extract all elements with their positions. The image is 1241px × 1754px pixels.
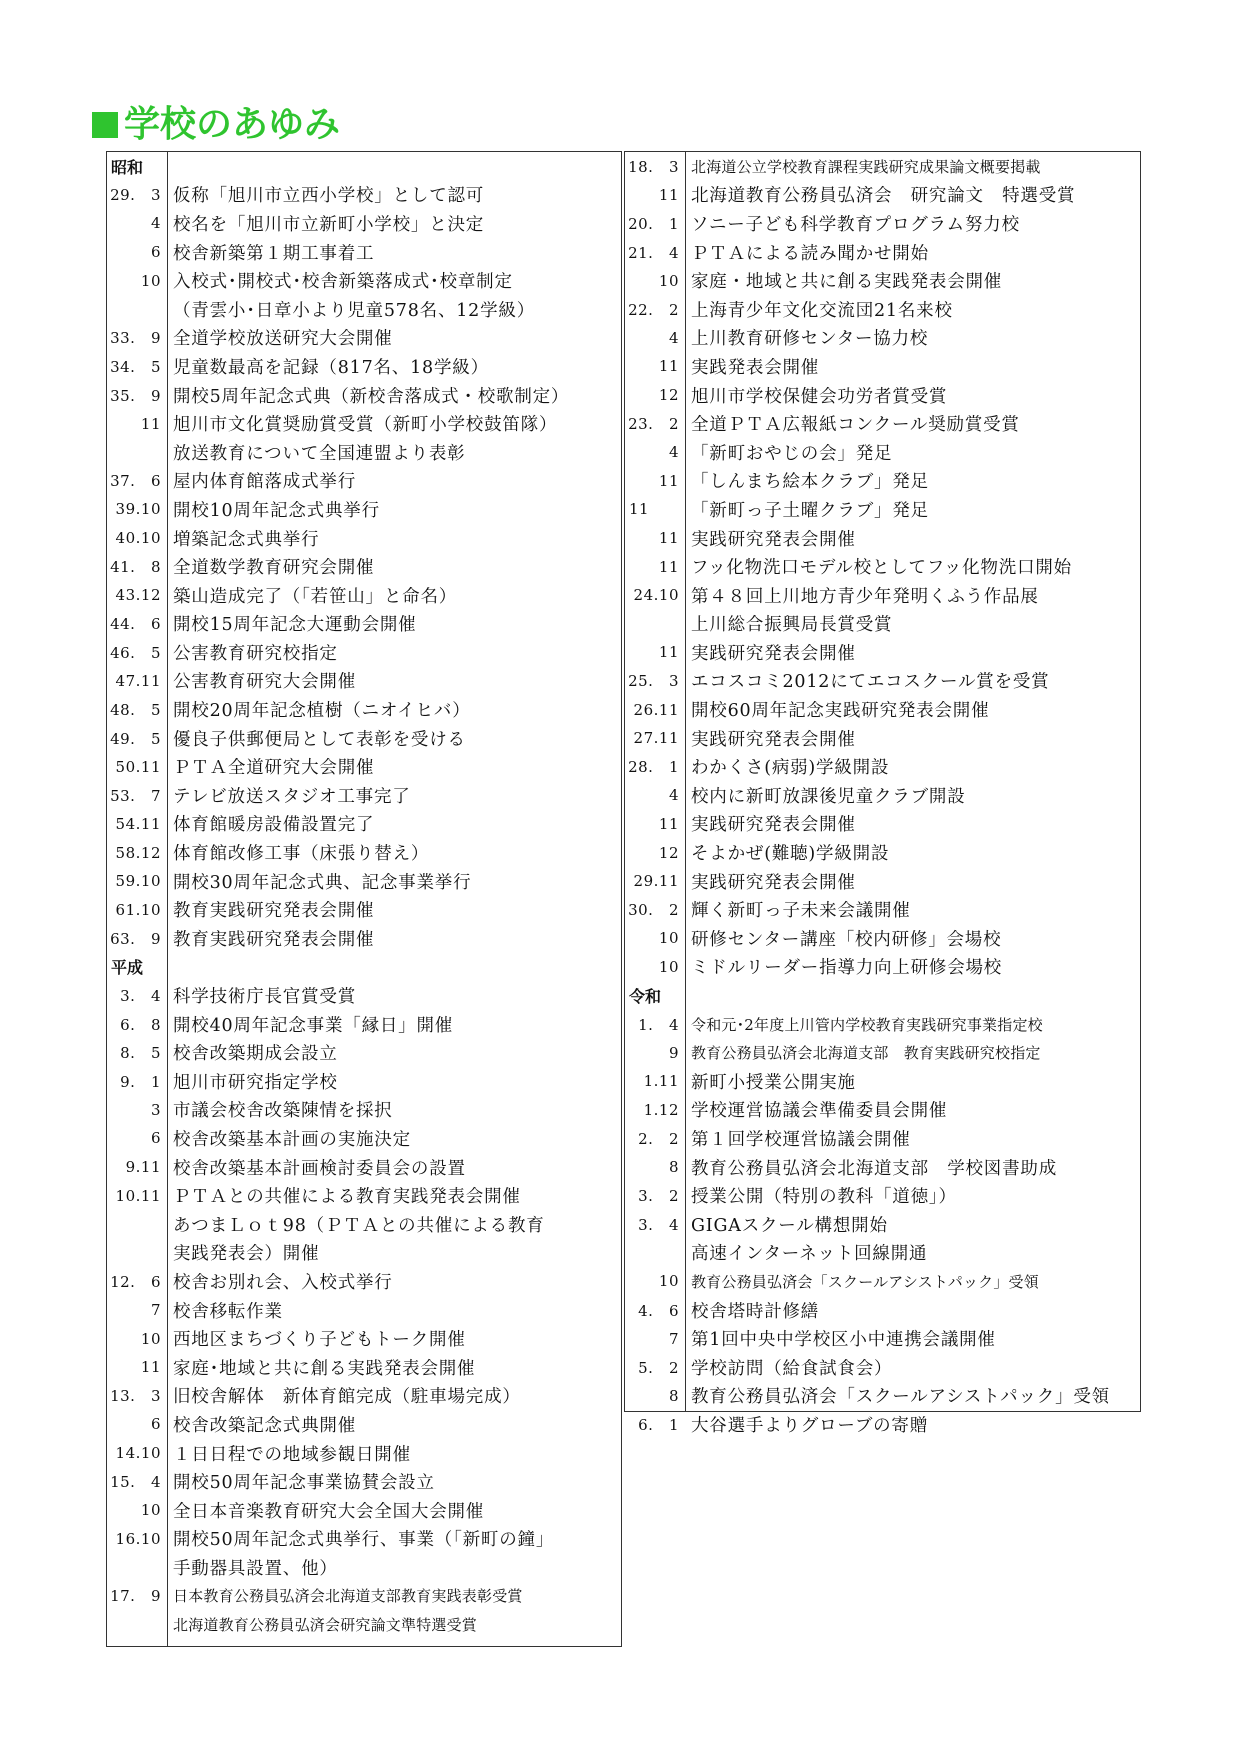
history-row (107, 524, 621, 553)
history-date: 11 (658, 529, 679, 548)
history-row (625, 581, 1140, 610)
history-event: 旭川市研究指定学校 (173, 1072, 338, 1093)
history-event: 入校式･開校式･校舎新築落成式･校章制定 (173, 272, 513, 293)
history-row (107, 1010, 621, 1039)
history-event: 旧校舎解体 新体育館完成（駐車場完成） (173, 1387, 521, 1408)
history-date: 43.12 (115, 586, 161, 605)
history-row (107, 1553, 621, 1582)
history-event: 校舎お別れ会、入校式挙行 (173, 1272, 393, 1293)
history-row (625, 810, 1140, 839)
history-event: 教育公務員弘済会「スクールアシストパック」受領 (691, 1387, 1110, 1408)
history-event: 築山造成完了（「若笹山」と命名） (173, 586, 458, 607)
history-row (625, 324, 1140, 353)
history-event: ソニー子ども科学教育プログラム努力校 (691, 214, 1020, 235)
history-date: 3. 4 (120, 987, 161, 1006)
history-date: 24.10 (633, 586, 679, 605)
history-event: 優良子供郵便局として表彰を受ける (173, 729, 466, 750)
history-row (625, 438, 1140, 467)
history-event: 輝く新町っ子未来会議開催 (691, 901, 911, 922)
history-row (625, 266, 1140, 295)
history-date: 11 (140, 414, 161, 433)
history-event: 校舎改築基本計画の実施決定 (173, 1129, 411, 1150)
history-date: 10.11 (115, 1186, 161, 1205)
history-event: 第４８回上川地方青少年発明くふう作品展 (691, 586, 1039, 607)
history-row (107, 552, 621, 581)
history-date: 54.11 (115, 814, 161, 833)
history-row (625, 667, 1140, 696)
history-row (625, 552, 1140, 581)
history-date: 10 (140, 1501, 161, 1520)
history-row (625, 1267, 1140, 1296)
history-event: 上海青少年文化交流団21名来校 (691, 300, 953, 321)
history-row (107, 667, 621, 696)
history-event: 実践研究発表会開催 (691, 872, 856, 893)
history-event: 新町小授業公開実施 (691, 1072, 856, 1093)
history-event: あつまＬｏｔ98（ＰＴＡとの共催による教育 (173, 1215, 545, 1236)
history-row (625, 209, 1140, 238)
history-event: 教育公務員弘済会北海道支部 教育実践研究校指定 (691, 1044, 1041, 1063)
history-row (625, 495, 1140, 524)
history-date: 9. 1 (120, 1072, 161, 1091)
history-event: 北海道教育公務員弘済会 研究論文 特選受賞 (691, 186, 1076, 207)
history-row (625, 295, 1140, 324)
history-date: 10 (658, 929, 679, 948)
history-row (107, 981, 621, 1010)
history-event: （青雲小･日章小より児童578名、12学級） (173, 300, 536, 321)
history-date: 47.11 (115, 671, 161, 690)
history-date: 6 (150, 1129, 161, 1148)
history-date: 53. 7 (110, 786, 161, 805)
history-date: 7 (668, 1329, 679, 1348)
history-row (625, 1353, 1140, 1382)
history-row (107, 1439, 621, 1468)
history-event: 校舎移転作業 (173, 1301, 283, 1322)
history-date: 37. 6 (110, 472, 161, 491)
history-date: 9.11 (125, 1158, 161, 1177)
history-event: 令和元･2年度上川管内学校教育実践研究事業指定校 (691, 1015, 1043, 1034)
history-date: 6. 1 (638, 1415, 679, 1434)
history-date: 11 (658, 557, 679, 576)
history-date: 13. 3 (110, 1387, 161, 1406)
history-date: 30. 2 (628, 901, 679, 920)
history-row (107, 1239, 621, 1268)
history-date: 35. 9 (110, 386, 161, 405)
history-row (107, 610, 621, 639)
history-event: 全道ＰＴＡ広報紙コンクール奨励賞受賞 (691, 415, 1020, 436)
history-row (625, 1239, 1140, 1268)
history-row (625, 1181, 1140, 1210)
history-date: 14.10 (115, 1444, 161, 1463)
history-date: 17. 9 (110, 1587, 161, 1606)
history-row (107, 1467, 621, 1496)
history-date: 11 (658, 814, 679, 833)
history-event: 家庭･地域と共に創る実践発表会開催 (173, 1358, 476, 1379)
history-event: 校名を「旭川市立新町小学校」と決定 (173, 214, 485, 235)
history-row (107, 266, 621, 295)
history-row (625, 524, 1140, 553)
era-heading: 平成 (111, 958, 144, 978)
history-event: 実践研究発表会開催 (691, 643, 856, 664)
history-event: 教育公務員弘済会北海道支部 学校図書助成 (691, 1158, 1057, 1179)
history-date: 33. 9 (110, 329, 161, 348)
history-date: 15. 4 (110, 1473, 161, 1492)
history-event: 開校5周年記念式典（新校舎落成式・校歌制定） (173, 386, 570, 407)
history-date: 10 (658, 1272, 679, 1291)
history-row (107, 1525, 621, 1554)
history-date: 4 (668, 328, 679, 347)
history-date: 61.10 (115, 900, 161, 919)
history-event: 市議会校舎改築陳情を採択 (173, 1101, 393, 1122)
history-date: 12 (658, 386, 679, 405)
history-event: 旭川市学校保健会功労者賞受賞 (691, 386, 948, 407)
history-date: 10 (658, 957, 679, 976)
history-event: そよかぜ(難聴)学級開設 (691, 844, 890, 865)
history-row (107, 209, 621, 238)
history-event: 科学技術庁長官賞受賞 (173, 987, 356, 1008)
history-event: 実践発表会開催 (691, 357, 820, 378)
history-row (625, 924, 1140, 953)
history-date: 1.12 (643, 1100, 679, 1119)
history-row (625, 1010, 1140, 1039)
history-row (625, 152, 1140, 181)
history-row (107, 1124, 621, 1153)
history-event: わかくさ(病弱)学級開設 (691, 758, 890, 779)
history-row (625, 895, 1140, 924)
history-event: 「しんまち絵本クラブ」発足 (691, 472, 929, 493)
history-date: 58.12 (115, 843, 161, 862)
history-event: 上川教育研修センター協力校 (691, 329, 929, 350)
history-row (625, 1324, 1140, 1353)
history-date: 3. 4 (638, 1215, 679, 1234)
history-row (107, 324, 621, 353)
history-event: ミドルリーダー指導力向上研修会場校 (691, 958, 1003, 979)
history-row (107, 924, 621, 953)
history-date: 7 (150, 1301, 161, 1320)
history-date: 59.10 (115, 872, 161, 891)
history-date: 11 (629, 500, 650, 519)
history-row (107, 1582, 621, 1611)
history-date: 9 (668, 1043, 679, 1062)
history-event: 校舎新築第１期工事着工 (173, 243, 375, 264)
history-date: 8. 5 (120, 1044, 161, 1063)
era-heading: 令和 (629, 987, 662, 1007)
history-row (107, 752, 621, 781)
history-row (107, 1324, 621, 1353)
history-row (625, 1067, 1140, 1096)
history-date: 25. 3 (628, 672, 679, 691)
history-row (625, 381, 1140, 410)
history-event: フッ化物洗口モデル校としてフッ化物洗口開始 (691, 558, 1072, 579)
history-event: GIGAスクール構想開始 (691, 1215, 888, 1236)
history-event: 開校40周年記念事業「縁日」開催 (173, 1015, 454, 1036)
history-event: 手動器具設置、他） (173, 1558, 338, 1579)
history-date: 26.11 (633, 700, 679, 719)
history-event: 仮称「旭川市立西小学校」として認可 (173, 186, 485, 207)
history-row (107, 724, 621, 753)
history-event: 体育館改修工事（床張り替え） (173, 844, 430, 865)
history-row (625, 752, 1140, 781)
history-row (107, 352, 621, 381)
history-event: 増築記念式典挙行 (173, 529, 320, 550)
history-event: 実践発表会）開催 (173, 1244, 320, 1265)
history-date: 27.11 (633, 729, 679, 748)
history-date: 63. 9 (110, 929, 161, 948)
history-event: 校舎改築期成会設立 (173, 1044, 338, 1065)
history-row (107, 1382, 621, 1411)
history-event: 開校20周年記念植樹（ニオイヒバ） (173, 701, 471, 722)
history-row (625, 1382, 1140, 1411)
history-date: 50.11 (115, 757, 161, 776)
history-row (625, 867, 1140, 896)
history-column-left (106, 151, 622, 1647)
history-row (107, 781, 621, 810)
history-row (107, 695, 621, 724)
history-row (107, 1410, 621, 1439)
history-row (625, 1153, 1140, 1182)
history-event: 校内に新町放課後児童クラブ開設 (691, 786, 966, 807)
history-row (107, 181, 621, 210)
history-row (107, 295, 621, 324)
history-date: 11 (658, 643, 679, 662)
history-event: 学校訪問（給食試食会） (691, 1358, 893, 1379)
history-row (625, 409, 1140, 438)
history-event: 開校10周年記念式典挙行 (173, 500, 380, 521)
history-event: 上川総合振興局長賞受賞 (691, 615, 893, 636)
history-date: 6 (150, 243, 161, 262)
history-date: 21. 4 (628, 243, 679, 262)
history-event: 実践研究発表会開催 (691, 729, 856, 750)
history-date: 18. 3 (628, 157, 679, 176)
history-date: 44. 6 (110, 615, 161, 634)
history-event: 第１回学校運営協議会開催 (691, 1129, 911, 1150)
history-event: 屋内体育館落成式挙行 (173, 472, 356, 493)
history-row (107, 409, 621, 438)
history-date: 2. 2 (638, 1129, 679, 1148)
history-date: 4 (668, 786, 679, 805)
history-event: 児童数最高を記録（817名、18学級） (173, 357, 489, 378)
history-row (625, 1410, 1140, 1439)
history-event: ＰＴＡとの共催による教育実践発表会開催 (173, 1187, 521, 1208)
history-date: 12. 6 (110, 1272, 161, 1291)
history-event: 研修センター講座「校内研修」会場校 (691, 929, 1002, 950)
history-row (107, 810, 621, 839)
history-row (107, 1610, 621, 1639)
history-row (107, 1296, 621, 1325)
history-event: 体育館暖房設備設置完了 (173, 815, 375, 836)
page-title (92, 100, 340, 150)
history-date: 41. 8 (110, 558, 161, 577)
history-row (625, 695, 1140, 724)
history-row (107, 495, 621, 524)
history-row (107, 1353, 621, 1382)
history-event: ＰＴＡ全道研究大会開催 (173, 758, 375, 779)
history-event: エコスコミ2012にてエコスクール賞を受賞 (691, 672, 1050, 693)
history-event: ＰＴＡによる読み聞かせ開始 (691, 243, 929, 264)
history-event: 開校50周年記念事業協賛会設立 (173, 1473, 435, 1494)
history-row (107, 381, 621, 410)
history-row (107, 467, 621, 496)
history-event: 全日本音楽教育研究大会全国大会開催 (173, 1501, 485, 1522)
history-row (107, 1038, 621, 1067)
history-row (107, 1067, 621, 1096)
history-event: 開校50周年記念式典挙行、事業（「新町の鐘」 (173, 1530, 555, 1551)
history-date: 28. 1 (628, 758, 679, 777)
history-date: 11 (658, 185, 679, 204)
history-event: 公害教育研究大会開催 (173, 672, 356, 693)
history-event: 教育実践研究発表会開催 (173, 901, 375, 922)
history-date: 10 (140, 271, 161, 290)
history-row (625, 638, 1140, 667)
history-event: 全道数学教育研究会開催 (173, 558, 375, 579)
history-row (107, 1267, 621, 1296)
history-date: 10 (140, 1329, 161, 1348)
history-row (625, 781, 1140, 810)
history-date: 12 (658, 843, 679, 862)
history-row (107, 1210, 621, 1239)
history-row (625, 1296, 1140, 1325)
history-date: 6. 8 (120, 1015, 161, 1034)
history-row (625, 838, 1140, 867)
history-row (625, 352, 1140, 381)
history-row (107, 1153, 621, 1182)
history-date: 3. 2 (638, 1187, 679, 1206)
history-date: 6 (150, 1415, 161, 1434)
history-event: 大谷選手よりグローブの寄贈 (691, 1415, 929, 1436)
history-row (107, 438, 621, 467)
history-event: 高速インターネット回線開通 (691, 1244, 928, 1265)
history-event: 校舎塔時計修繕 (691, 1301, 820, 1322)
history-date: 4 (668, 443, 679, 462)
page-title-text: 学校のあゆみ (124, 104, 341, 145)
history-event: 開校15周年記念大運動会開催 (173, 615, 417, 636)
history-column-right (624, 151, 1141, 1436)
history-event: 第1回中央中学校区小中連携会議開催 (691, 1330, 996, 1351)
history-date: 20. 1 (628, 214, 679, 233)
history-date: 16.10 (115, 1529, 161, 1548)
history-date: 22. 2 (628, 300, 679, 319)
history-event: 旭川市文化賞奨励賞受賞（新町小学校鼓笛隊） (173, 415, 558, 436)
history-date: 34. 5 (110, 357, 161, 376)
history-row (107, 638, 621, 667)
history-date: 11 (658, 471, 679, 490)
history-date: 8 (668, 1386, 679, 1405)
history-date: 8 (668, 1158, 679, 1177)
history-date: 23. 2 (628, 415, 679, 434)
history-date: 39.10 (115, 500, 161, 519)
history-row (107, 1181, 621, 1210)
history-row (107, 238, 621, 267)
history-date: 49. 5 (110, 729, 161, 748)
history-event: 「新町おやじの会」発足 (691, 443, 893, 464)
history-event: 開校60周年記念実践研究発表会開催 (691, 701, 990, 722)
history-event: 教育公務員弘済会「スクールアシストパック」受領 (691, 1272, 1039, 1291)
history-event: 北海道教育公務員弘済会研究論文準特選受賞 (173, 1616, 478, 1635)
history-date: 1.11 (643, 1072, 679, 1091)
history-event: 放送教育について全国連盟より表彰 (173, 443, 466, 464)
history-row (625, 1210, 1140, 1239)
history-event: 実践研究発表会開催 (691, 815, 856, 836)
history-row (107, 895, 621, 924)
history-date: 11 (140, 1358, 161, 1377)
history-event: 学校運営協議会準備委員会開催 (691, 1101, 948, 1122)
era-heading: 昭和 (111, 157, 144, 177)
history-row (107, 1096, 621, 1125)
history-date: 29.11 (633, 872, 679, 891)
green-square-icon (92, 112, 118, 138)
history-date: 10 (658, 271, 679, 290)
history-row (625, 238, 1140, 267)
history-event: 日本教育公務員弘済会北海道支部教育実践表彰受賞 (173, 1587, 523, 1606)
history-date: 46. 5 (110, 643, 161, 662)
history-row (107, 581, 621, 610)
history-row (625, 1096, 1140, 1125)
history-row (107, 1496, 621, 1525)
history-event: 開校30周年記念式典、記念事業挙行 (173, 872, 472, 893)
history-row (625, 953, 1140, 982)
history-event: 公害教育研究校指定 (173, 643, 338, 664)
history-row (107, 838, 621, 867)
history-event: 家庭・地域と共に創る実践発表会開催 (691, 272, 1003, 293)
history-event: 教育実践研究発表会開催 (173, 929, 375, 950)
history-event: 実践研究発表会開催 (691, 529, 856, 550)
history-event: 授業公開（特別の教科「道徳」） (691, 1187, 957, 1208)
history-event: 西地区まちづくり子どもトーク開催 (173, 1330, 466, 1351)
history-event: テレビ放送スタジオ工事完了 (173, 786, 411, 807)
history-event: 全道学校放送研究大会開催 (173, 329, 393, 350)
history-row (625, 610, 1140, 639)
history-date: 48. 5 (110, 701, 161, 720)
history-event: 「新町っ子土曜クラブ」発足 (691, 500, 929, 521)
history-event: １日日程での地域参観日開催 (173, 1444, 411, 1465)
history-event: 校舎改築記念式典開催 (173, 1415, 356, 1436)
history-date: 11 (658, 357, 679, 376)
history-date: 40.10 (115, 529, 161, 548)
history-row (107, 867, 621, 896)
history-date: 1. 4 (638, 1015, 679, 1034)
history-event: 校舎改築基本計画検討委員会の設置 (173, 1158, 466, 1179)
history-date: 5. 2 (638, 1358, 679, 1377)
history-row (625, 724, 1140, 753)
history-date: 4. 6 (638, 1301, 679, 1320)
history-date: 29. 3 (110, 186, 161, 205)
history-event: 北海道公立学校教育課程実践研究成果論文概要掲載 (691, 157, 1041, 176)
history-row (625, 181, 1140, 210)
history-row (625, 1038, 1140, 1067)
history-row (625, 1124, 1140, 1153)
history-row (625, 467, 1140, 496)
history-date: 4 (150, 214, 161, 233)
history-date: 3 (150, 1100, 161, 1119)
